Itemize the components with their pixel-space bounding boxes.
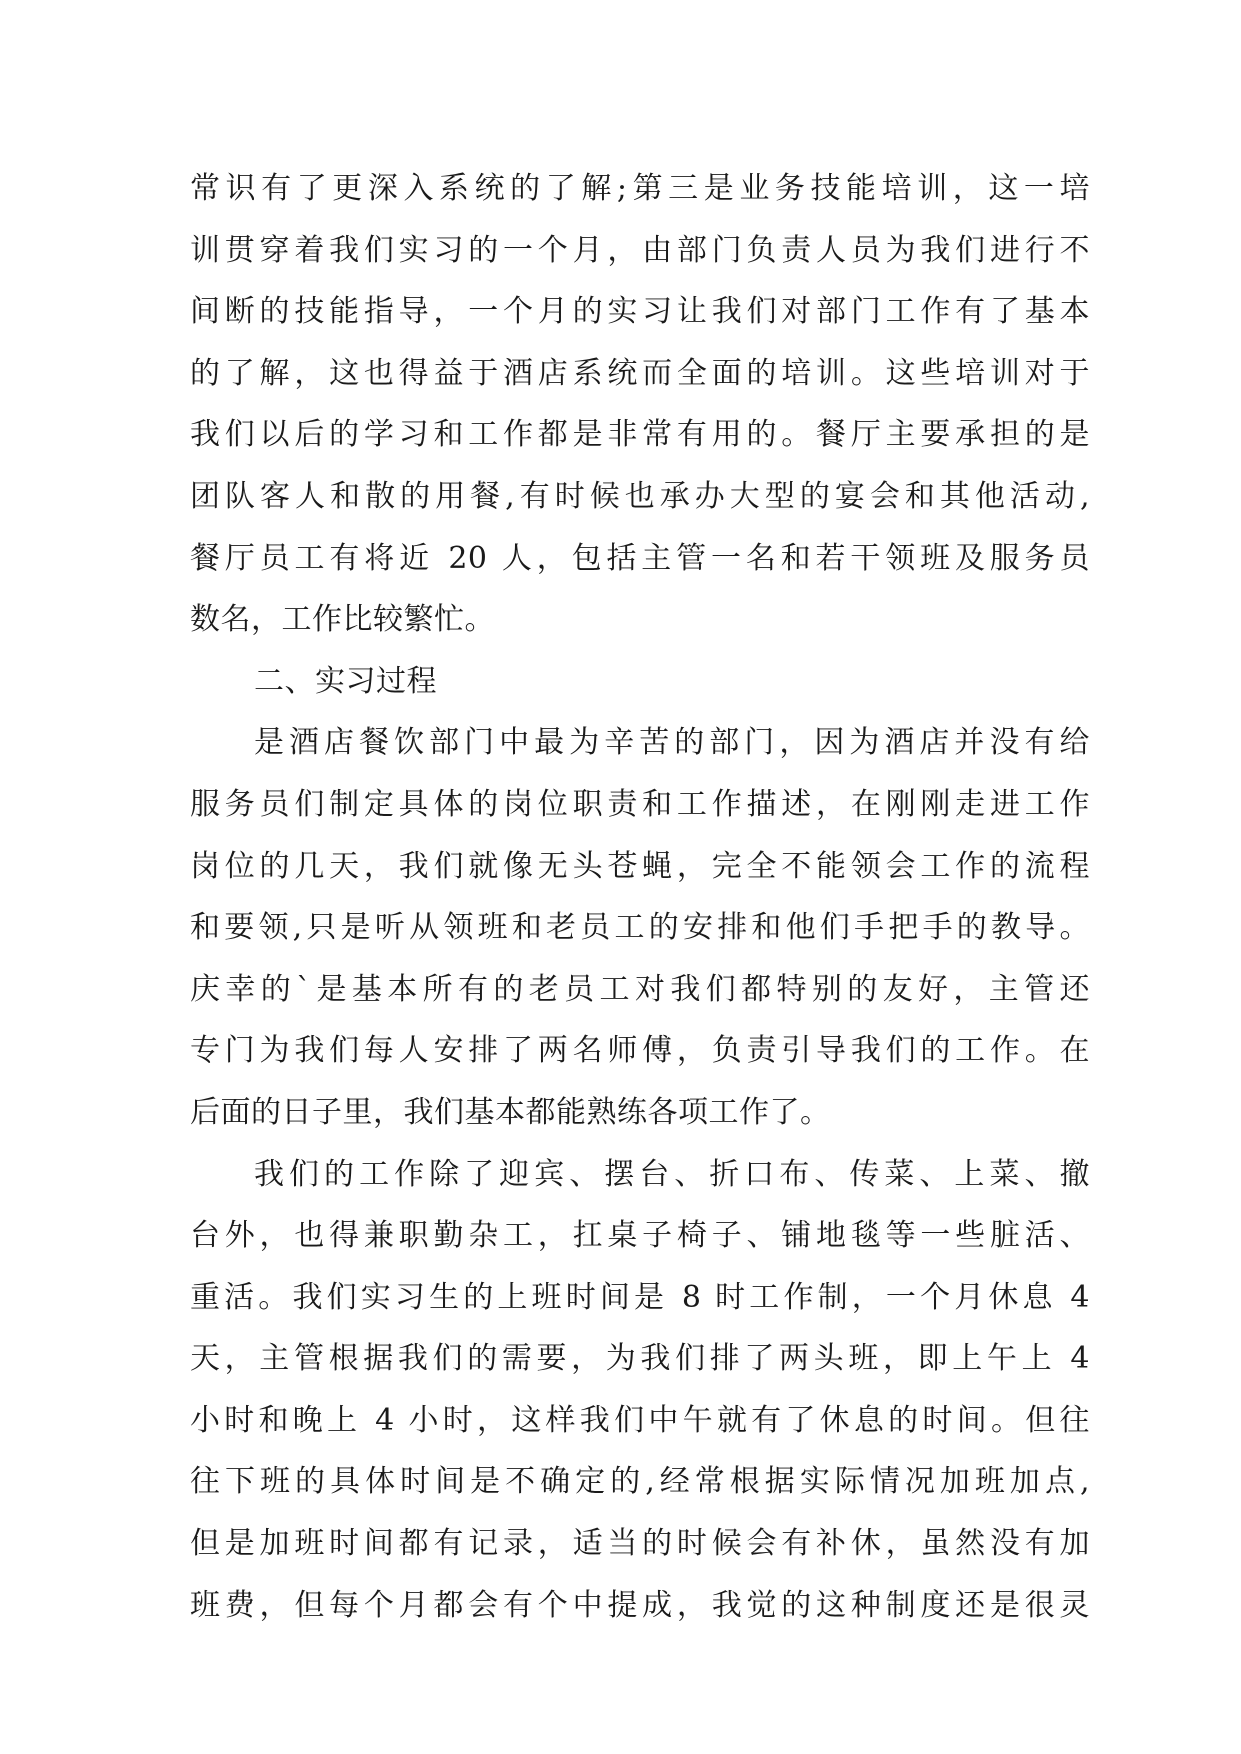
text-line: 间断的技能指导，一个月的实习让我们对部门工作有了基本	[190, 294, 1090, 330]
text-line: 和要领,只是听从领班和老员工的安排和他们手把手的教导。	[190, 910, 1090, 946]
text-line: 但是加班时间都有记录，适当的时候会有补休，虽然没有加	[190, 1526, 1090, 1562]
text-line: 是酒店餐饮部门中最为辛苦的部门，因为酒店并没有给	[254, 725, 1090, 761]
text-line: 的了解，这也得益于酒店系统而全面的培训。这些培训对于	[190, 355, 1090, 391]
text-line: 专门为我们每人安排了两名师傅，负责引导我们的工作。在	[190, 1033, 1090, 1069]
text-line: 后面的日子里，我们基本都能熟练各项工作了。	[190, 1094, 831, 1130]
text-line: 小时和晚上 4 小时，这样我们中午就有了休息的时间。但往	[190, 1402, 1090, 1438]
text-line: 天，主管根据我们的需要，为我们排了两头班，即上午上 4	[190, 1341, 1090, 1377]
text-line: 往下班的具体时间是不确定的,经常根据实际情况加班加点,	[190, 1464, 1090, 1500]
text-line: 常识有了更深入系统的了解;第三是业务技能培训，这一培	[190, 171, 1090, 206]
text-line: 训贯穿着我们实习的一个月，由部门负责人员为我们进行不	[190, 232, 1090, 268]
text-line: 台外，也得兼职勤杂工，扛桌子椅子、铺地毯等一些脏活、	[190, 1218, 1090, 1254]
text-line: 我们的工作除了迎宾、摆台、折口布、传菜、上菜、撤	[254, 1156, 1090, 1192]
text-line: 重活。我们实习生的上班时间是 8 时工作制，一个月休息 4	[190, 1279, 1090, 1315]
text-line: 数名，工作比较繁忙。	[190, 602, 495, 638]
text-line: 服务员们制定具体的岗位职责和工作描述，在刚刚走进工作	[190, 786, 1090, 822]
body-text	[190, 158, 1090, 1636]
text-line: 餐厅员工有将近 20 人，包括主管一名和若干领班及服务员	[190, 540, 1090, 576]
text-line: 班费，但每个月都会有个中提成，我觉的这种制度还是很灵	[190, 1587, 1090, 1623]
text-line: 岗位的几天，我们就像无头苍蝇，完全不能领会工作的流程	[190, 848, 1090, 884]
text-line: 团队客人和散的用餐,有时候也承办大型的宴会和其他活动,	[190, 478, 1090, 514]
section-heading: 二、实习过程	[254, 663, 437, 699]
text-line: 庆幸的`是基本所有的老员工对我们都特别的友好，主管还	[190, 971, 1090, 1007]
text-line: 我们以后的学习和工作都是非常有用的。餐厅主要承担的是	[190, 417, 1090, 453]
